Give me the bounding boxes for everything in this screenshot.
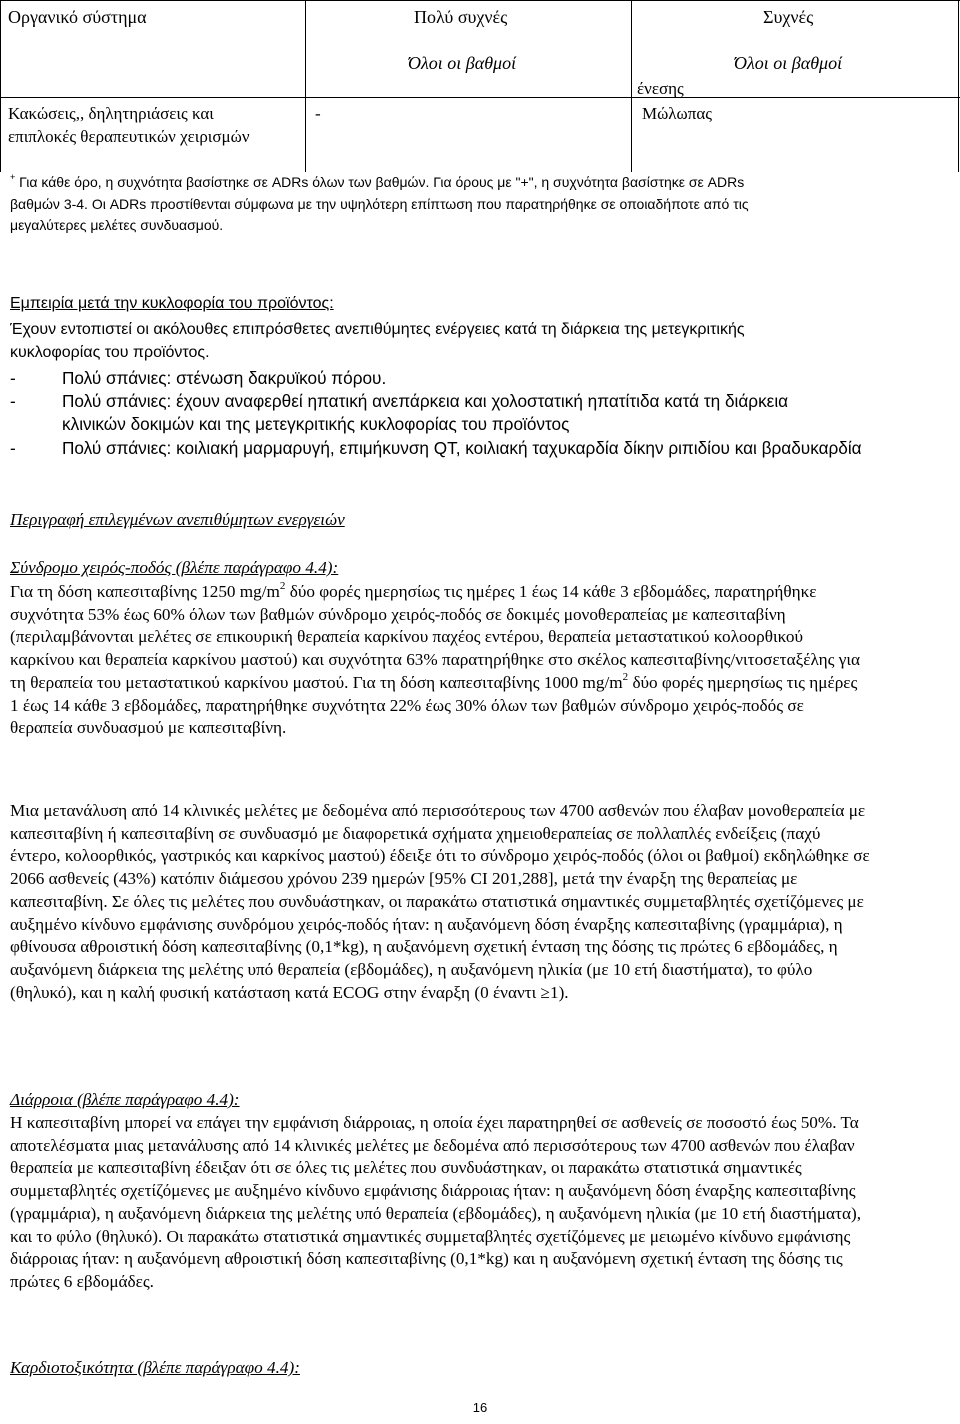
hand-foot-p1-part-b: δύο φορές ημερησίως τις ημέρες 1 έως 14 κάθε 3 εβδομάδες, παρατηρήθηκε συχνότητα 53% έως 60% όλων των βαθμών σύνδρομο χειρός-ποδός σε δοκιμές μονοθεραπείας με καπεσιταβίνη (περιλαμβάνονται μελέτες σε επικουρική θεραπεία καρκίνου παχέος εντέρου, θεραπεία μεταστατικού κολοορθικού καρκίνου και θεραπεία καρκίνου μαστού) και συχνότητα 63% παρατηρήθηκε στο σκέλος καπεσιταβίνης/νιτοσεταξέλης για τη θεραπεία του μεταστατικού καρκίνου μαστού. Για τη δόση καπεσιταβίνης 1000 mg/m (10, 582, 860, 692)
hand-foot-p1-part-c: δύο φορές ημερησίως τις ημέρες 1 έως 14 κάθε 3 εβδομάδες, παρατηρήθηκε συχνότητα 22% έως 30% όλων των βαθμών σύνδρομο χειρός-ποδός σε θεραπεία συνδυασμού με καπεσιταβίνη. (10, 672, 858, 738)
table-footnote (10, 172, 910, 237)
superscript-2: 2 (622, 670, 629, 683)
page-number: 16 (472, 1400, 488, 1415)
table-border-top (0, 0, 960, 1)
selected-adrs-heading: Περιγραφή επιλεγμένων ανεπιθύμητων ενεργειών (10, 510, 345, 529)
hand-foot-paragraph-2: Μια μετανάλυση από 14 κλινικές μελέτες με δεδομένα από περισσότερους των 4700 ασθενών που έλαβαν μονοθεραπεία με καπεσιταβίνη ή καπεσιταβίνη σε συνδυασμό με διαφορετικά σχήματα χημειοθεραπείας σε πολλαπλές ενδείξεις (παχύ έντερο, κολοορθικός, γαστρικός και καρκίνος μαστού) έδειξε ότι το σύνδρομο χειρός-ποδός (όλοι οι βαθμοί) εκδηλώθηκε σε 2066 ασθενείς (43%) κατόπιν διάμεσου χρόνου 239 ημερών [95% CI 201,288], μετά την έναρξη της θεραπείας με καπεσιταβίνη. Σε όλες τις μελέτες που συνδυάστηκαν, οι παρακάτω στατιστικά σημαντικές συμμεταβλητές σχετίζόμενες με αυξημένο κίνδυνο εμφάνισης συνδρόμου χειρός-ποδός ήταν: η αυξανόμενη δόση έναρξης καπεσιταβίνης (γραμμάρια), η φθίνουσα αθροιστική δόση καπεσιταβίνης (0,1*kg), η αυξανόμενη σχετική ένταση της δόσης τις πρώτες 6 εβδομάδες, η αυξανόμενη διάρκεια της μελέτης υπό θεραπεία (εβδομάδες), η αυξανόμενη ηλικία (με 10 ετή διαστήματα), το φύλο (θηλυκό), και η καλή φυσική κατάσταση κατά ECOG στην έναρξη (0 έναντι ≥1). (10, 801, 870, 1002)
postmarketing-heading: Εμπειρία μετά την κυκλοφορία του προϊόντος: (10, 295, 334, 312)
table-col-divider-1 (305, 0, 306, 172)
row-common-line1: ένεσης (637, 79, 684, 98)
bullet-dash: - (10, 438, 16, 458)
superscript-2: 2 (279, 580, 286, 592)
footnote-line-3: μεγαλύτερες μελέτες συνδυασμού. (10, 217, 224, 233)
cardiotoxicity-heading: Καρδιοτοξικότητα (βλέπε παράγραφο 4.4): (10, 1358, 300, 1377)
row-very-common: - (315, 104, 321, 123)
postmarketing-bullet-1 (10, 367, 945, 390)
postmarketing-intro: Έχουν εντοπιστεί οι ακόλουθες επιπρόσθετες ανεπιθύμητες ενέργειες κατά τη διάρκεια της μετεγκριτικής κυκλοφορίας του προϊόντος. (10, 321, 745, 361)
header-organ-system: Οργανικό σύστημα (8, 7, 147, 27)
bullet-dash: - (10, 368, 16, 388)
bullet-text: Πολύ σπάνιες: έχουν αναφερθεί ηπατική ανεπάρκεια και χολοστατική ηπατίτιδα κατά τη διάρκεια κλινικών δοκιμών και της μετεγκριτικής κυκλοφορίας του προϊόντος (62, 391, 789, 434)
bullet-dash: - (10, 391, 16, 411)
table-border-left (0, 0, 1, 172)
bullet-text: Πολύ σπάνιες: στένωση δακρυϊκού πόρου. (62, 368, 387, 388)
hand-foot-paragraph-1 (10, 581, 870, 740)
subheader-all-grades-2: Όλοι οι βαθμοί (734, 53, 843, 73)
hand-foot-p1-part-a: Για τη δόση καπεσιταβίνης 1250 mg/m (10, 582, 280, 601)
table-border-right (958, 0, 959, 172)
postmarketing-bullet-2 (10, 390, 945, 436)
postmarketing-bullet-3 (10, 437, 945, 483)
footnote-marker: + (10, 172, 16, 182)
row-common-line2: Μώλωπας (642, 104, 712, 123)
diarrhoea-paragraph: Η καπεσιταβίνη μπορεί να επάγει την εμφάνιση διάρροιας, η οποία έχει παρατηρηθεί σε ασθενείς σε ποσοστό έως 50%. Τα αποτελέσματα μιας μετανάλυσης από 14 κλινικές μελέτες με δεδομένα από περισσότερους των 4700 ασθενών που έλαβαν θεραπεία με καπεσιταβίνη έδειξαν ότι σε όλες τις μελέτες που συνδυάστηκαν, οι παρακάτω στατιστικά σημαντικές συμμεταβλητές σχετίζόμενες με αυξημένο κίνδυνο εμφάνισης διάρροιας ήταν: η αυξανόμενη δόση έναρξης καπεσιταβίνης (γραμμάρια), η αυξανόμενη διάρκεια της μελέτης υπό θεραπεία (εβδομάδες), η αυξανόμενη ηλικία (με 10 ετή διαστήματα), και το φύλο (θηλυκό). Οι παρακάτω στατιστικά σημαντικές συμμεταβλητές σχετίζόμενες με μειωμένο κίνδυνο εμφάνισης διάρροιας ήταν: η αυξανόμενη αθροιστική δόση καπεσιταβίνης (0,1*kg) και η αυξανόμενη σχετική ένταση της δόσης τις πρώτες 6 εβδομάδες. (10, 1113, 861, 1291)
table-divider (0, 97, 960, 98)
footnote-line-2: βαθμών 3-4. Οι ADRs προστίθενται σύμφωνα με την υψηλότερη επίπτωση που παρατηρήθηκε σε οποιαδήποτε από τις (10, 195, 749, 212)
table-col-divider-2 (631, 0, 632, 172)
header-very-common: Πολύ συχνές (414, 7, 508, 27)
bullet-text: Πολύ σπάνιες: κοιλιακή μαρμαρυγή, επιμήκυνση QT, κοιλιακή ταχυκαρδία δίκην ριπιδίου και βραδυκαρδία (62, 438, 862, 458)
subheader-all-grades-1: Όλοι οι βαθμοί (408, 53, 517, 73)
footnote-line-1: Για κάθε όρο, η συχνότητα βασίστηκε σε ADRs όλων των βαθμών. Για όρους με "+", η συχνότητα βασίστηκε σε ADRs (19, 174, 745, 190)
hand-foot-heading: Σύνδρομο χειρός-ποδός (βλέπε παράγραφο 4.4): (10, 558, 339, 577)
row-organ-system: Κακώσεις,, δηλητηριάσεις και επιπλοκές θεραπευτικών χειρισμών (8, 104, 250, 146)
diarrhoea-heading: Διάρροια (βλέπε παράγραφο 4.4): (10, 1090, 240, 1109)
header-common: Συχνές (763, 7, 814, 27)
